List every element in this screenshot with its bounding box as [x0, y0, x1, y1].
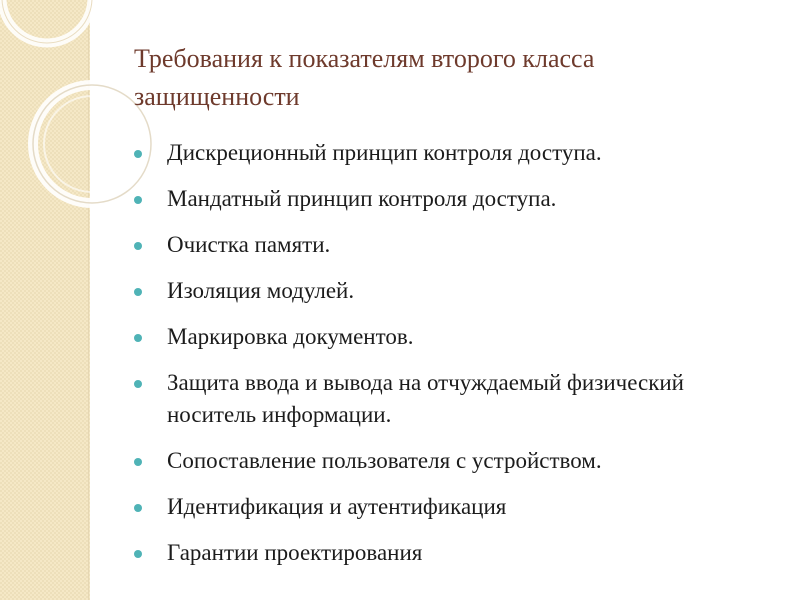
list-item-text: Идентификация и аутентификация	[167, 494, 507, 519]
list-item	[134, 537, 774, 569]
list-item-text: Сопоставление пользователя с устройством.	[167, 448, 602, 473]
list-item	[134, 229, 774, 261]
list-item	[134, 367, 774, 431]
bullet-dot-icon	[134, 288, 142, 296]
list-item	[134, 445, 774, 477]
list-item-text: Дискреционный принцип контроля доступа.	[167, 140, 602, 165]
list-item	[134, 275, 774, 307]
bullet-dot-icon	[134, 550, 142, 558]
list-item-text: Защита ввода и вывода на отчуждаемый физический носитель информации.	[167, 370, 684, 427]
list-item-text: Очистка памяти.	[167, 232, 331, 257]
bullet-list	[134, 137, 774, 583]
bullet-dot-icon	[134, 380, 142, 388]
list-item-text: Маркировка документов.	[167, 324, 414, 349]
list-item-text: Мандатный принцип контроля доступа.	[167, 186, 557, 211]
bullet-dot-icon	[134, 504, 142, 512]
list-item	[134, 183, 774, 215]
list-item-text: Изоляция модулей.	[167, 278, 355, 303]
bullet-dot-icon	[134, 458, 142, 466]
slide-title: Требования к показателям второго класса защищенности	[134, 44, 595, 111]
list-item	[134, 491, 774, 523]
list-item	[134, 137, 774, 169]
bullet-dot-icon	[134, 150, 142, 158]
list-item	[134, 321, 774, 353]
bullet-dot-icon	[134, 196, 142, 204]
bullet-dot-icon	[134, 242, 142, 250]
list-item-text: Гарантии проектирования	[167, 540, 423, 565]
bullet-dot-icon	[134, 334, 142, 342]
